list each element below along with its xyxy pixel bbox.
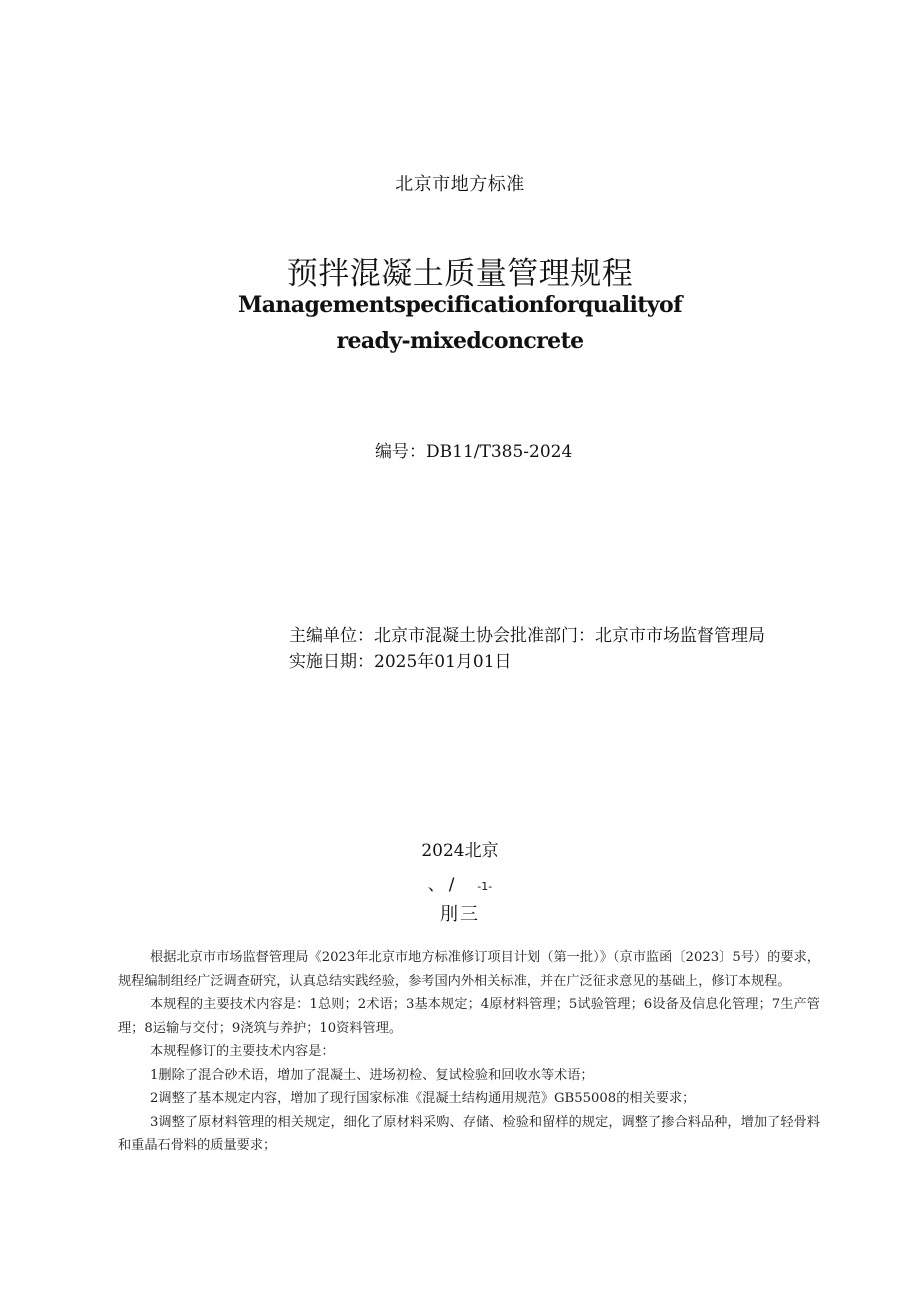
date-month: 01 xyxy=(434,652,456,672)
artifact-marks: 、/ xyxy=(427,875,459,895)
date-label: 实施日期： xyxy=(289,652,374,672)
standard-number xyxy=(375,437,572,462)
preface-heading: 刖三 xyxy=(440,904,480,925)
standard-number-value: DB11/T385-2024 xyxy=(426,442,573,462)
paragraph: 本规程修订的主要技术内容是： xyxy=(150,1044,335,1059)
title-english-line2: ready-mixedconcrete xyxy=(336,328,584,354)
paragraph: 根据北京市市场监督管理局《2023年北京市地方标准修订项目计划（第一批）》（京市监函〔2023〕5号）的要求，规程编制组经广泛调查研究，认真总结实践经验，参考国内外相关标准，并在广泛征求意见的基础上，修订本规程。 xyxy=(118,950,820,989)
paragraph: 3调整了原材料管理的相关规定，细化了原材料采购、存储、检验和留样的规定，调整了掺合料品种，增加了轻骨料和重晶石骨料的质量要求； xyxy=(118,1114,820,1153)
paragraph: 2调整了基本规定内容，增加了现行国家标准《混凝土结构通用规范》GB55008的相关要求； xyxy=(150,1091,696,1106)
ocr-artifact-line xyxy=(0,870,920,895)
approver-label: 批准部门： xyxy=(510,626,595,646)
date-day-char: 日 xyxy=(494,652,512,672)
date-year: 2025 xyxy=(374,652,418,672)
paragraph: 本规程的主要技术内容是：1总则；2术语；3基本规定；4原材料管理；5试验管理；6设备及信息化管理；7生产管理；8运输与交付；9浇筑与养护；10资料管理。 xyxy=(118,997,820,1036)
preface-body xyxy=(118,946,820,1158)
date-month-char: 月 xyxy=(455,652,473,672)
editor-label: 主编单位： xyxy=(289,626,374,646)
standard-number-label: 编号： xyxy=(375,442,426,462)
year-place xyxy=(0,836,920,861)
editor-value: 北京市混凝土协会 xyxy=(374,626,510,646)
standard-category: 北京市地方标准 xyxy=(395,174,525,195)
paragraph: 1删除了混合砂术语，增加了混凝土、进场初检、复试检验和回收水等术语； xyxy=(150,1067,594,1083)
publish-place: 北京 xyxy=(464,841,499,861)
editor-approver-line xyxy=(289,621,765,646)
date-day: 01 xyxy=(472,652,495,672)
approver-value: 北京市市场监督管理局 xyxy=(595,626,765,646)
artifact-page-mark: -1- xyxy=(477,880,493,893)
title-english-line1: Managementspecificationforqualityof xyxy=(237,292,682,318)
title-chinese: 预拌混凝土质量管理规程 xyxy=(286,256,634,292)
implementation-date-line xyxy=(289,647,512,672)
date-year-char: 年 xyxy=(417,652,435,672)
publish-year: 2024 xyxy=(421,841,465,861)
